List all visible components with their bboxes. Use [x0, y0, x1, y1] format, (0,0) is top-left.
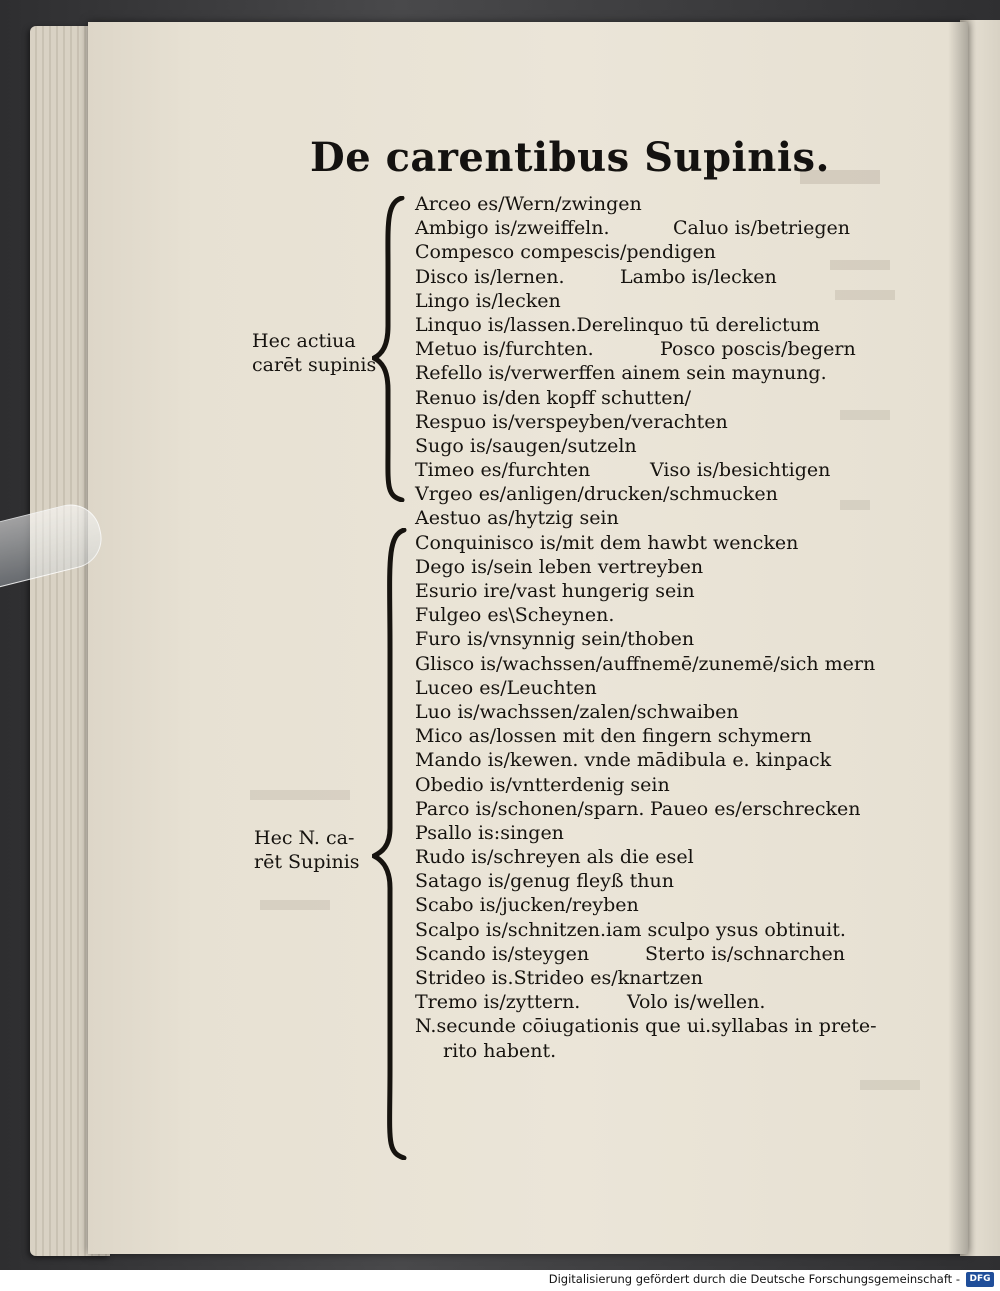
verb-entry: Esurio ire/vast hungerig sein — [415, 580, 695, 602]
verb-entry-secondary: Posco poscis/begern — [660, 338, 856, 361]
group1-label — [252, 329, 376, 377]
verb-list — [415, 192, 905, 1063]
verb-line — [415, 579, 905, 603]
verb-entry: Arceo es/Wern/zwingen — [415, 193, 642, 215]
verb-entry: Psallo is:singen — [415, 821, 564, 844]
verb-line — [415, 240, 905, 264]
verb-line — [415, 361, 905, 385]
verb-line — [415, 748, 905, 772]
verb-line — [415, 192, 905, 216]
verb-entry: Ambigo is/zweiffeln. — [415, 217, 610, 240]
verb-line — [415, 845, 905, 869]
verb-entry: Glisco is/wachssen/auffnemē/zunemē/sich mern — [415, 652, 876, 675]
verb-line — [415, 797, 905, 821]
group2-label-line: rēt Supinis — [254, 851, 360, 873]
verb-entry: Tremo is/zyttern. — [415, 991, 581, 1014]
verb-entry: Rudo is/schreyen als die esel — [415, 846, 694, 869]
verb-line — [415, 289, 905, 313]
verb-entry: Sugo is/saugen/sutzeln — [415, 434, 637, 457]
verb-entry: Metuo is/furchten. — [415, 338, 594, 361]
verb-entry: Strideo is.Strideo es/knartzen — [415, 967, 703, 989]
verb-entry: Timeo es/furchten — [415, 459, 591, 482]
verb-entry: Respuo is/verspeyben/verachten — [415, 410, 728, 433]
verb-entry: Refello is/verwerffen ainem sein maynung. — [415, 362, 827, 385]
verb-line — [415, 700, 905, 724]
verb-line — [415, 531, 905, 555]
verb-line — [415, 966, 905, 990]
group1-label-line: carēt supinis — [252, 354, 377, 376]
verb-line — [415, 216, 905, 240]
verb-entry: Renuo is/den kopff schutten/ — [415, 386, 692, 409]
verb-line — [415, 990, 905, 1014]
funding-notice: Digitalisierung gefördert durch die Deutsche Forschungsgemeinschaft - — [548, 1272, 960, 1286]
verb-line — [415, 652, 905, 676]
brace-group-2 — [372, 528, 412, 1160]
verb-entry: Fulgeo es\Scheynen. — [415, 604, 615, 627]
verb-line — [415, 1039, 905, 1063]
verb-line — [415, 265, 905, 289]
verb-entry: Lingo is/lecken — [415, 289, 561, 312]
group1-label-line: Hec actiua — [252, 330, 356, 352]
verb-entry-secondary: Lambo is/lecken — [620, 265, 777, 288]
verb-line — [415, 313, 905, 337]
verb-entry: Linquo is/lassen.Derelinquo tū derelictum — [415, 313, 820, 336]
gutter-shadow — [948, 22, 968, 1254]
verb-line — [415, 506, 905, 530]
verb-entry: Vrgeo es/anligen/drucken/schmucken — [415, 483, 778, 506]
verb-entry-secondary: Paueo es/erschrecken — [650, 797, 861, 820]
verb-entry: Luo is/wachssen/zalen/schwaiben — [415, 700, 739, 723]
page-title: De carentibus Supinis. — [310, 134, 830, 181]
verb-line — [415, 555, 905, 579]
verb-entry: Luceo es/Leuchten — [415, 676, 597, 699]
verb-entry: Mico as/lossen mit den fingern schymern — [415, 725, 812, 748]
verb-entry-secondary: Caluo is/betriegen — [673, 217, 850, 240]
verb-entry: Satago is/genug fleyß thun — [415, 870, 674, 893]
verb-line — [415, 434, 905, 458]
verb-entry: Aestuo as/hytzig sein — [415, 507, 619, 530]
verb-line — [415, 724, 905, 748]
verb-entry: Compesco compescis/pendigen — [415, 241, 716, 264]
dfg-logo: DFG — [966, 1272, 994, 1287]
verb-entry: Obedio is/vntterdenig sein — [415, 773, 670, 796]
verb-entry: Scando is/steygen — [415, 942, 590, 965]
verb-line — [415, 386, 905, 410]
verb-entry: Dego is/sein leben vertreyben — [415, 555, 704, 578]
verb-line — [415, 893, 905, 917]
brace-group-1 — [372, 196, 412, 502]
verb-entry-secondary: Viso is/besichtigen — [650, 459, 831, 482]
verb-line — [415, 942, 905, 966]
verb-line — [415, 603, 905, 627]
group2-label — [254, 826, 360, 874]
verb-entry: N.secunde cōiugationis que ui.syllabas in prete- — [415, 1015, 877, 1038]
verb-line — [415, 821, 905, 845]
verb-entry: Mando is/kewen. vnde mādibula e. kinpack — [415, 749, 832, 772]
verb-line — [415, 458, 905, 482]
verb-entry-secondary: Volo is/wellen. — [627, 991, 766, 1014]
verb-entry: Disco is/lernen. — [415, 265, 565, 288]
verb-entry: rito habent. — [443, 1039, 557, 1062]
verb-entry: Furo is/vnsynnig sein/thoben — [415, 628, 695, 651]
verb-line — [415, 337, 905, 361]
verb-line — [415, 773, 905, 797]
verb-line — [415, 410, 905, 434]
verb-line — [415, 676, 905, 700]
verb-line — [415, 482, 905, 506]
verb-entry: Scalpo is/schnitzen.iam sculpo ysus obtinuit. — [415, 918, 846, 941]
verb-line — [415, 1014, 905, 1038]
group2-label-line: Hec N. ca- — [254, 827, 355, 849]
verb-entry-secondary: Sterto is/schnarchen — [645, 942, 845, 965]
verb-entry: Conquinisco is/mit dem hawbt wencken — [415, 531, 799, 554]
verb-line — [415, 869, 905, 893]
verb-entry: Parco is/schonen/sparn. — [415, 797, 645, 820]
verb-line — [415, 918, 905, 942]
verb-line — [415, 627, 905, 651]
verb-entry: Scabo is/jucken/reyben — [415, 894, 639, 917]
